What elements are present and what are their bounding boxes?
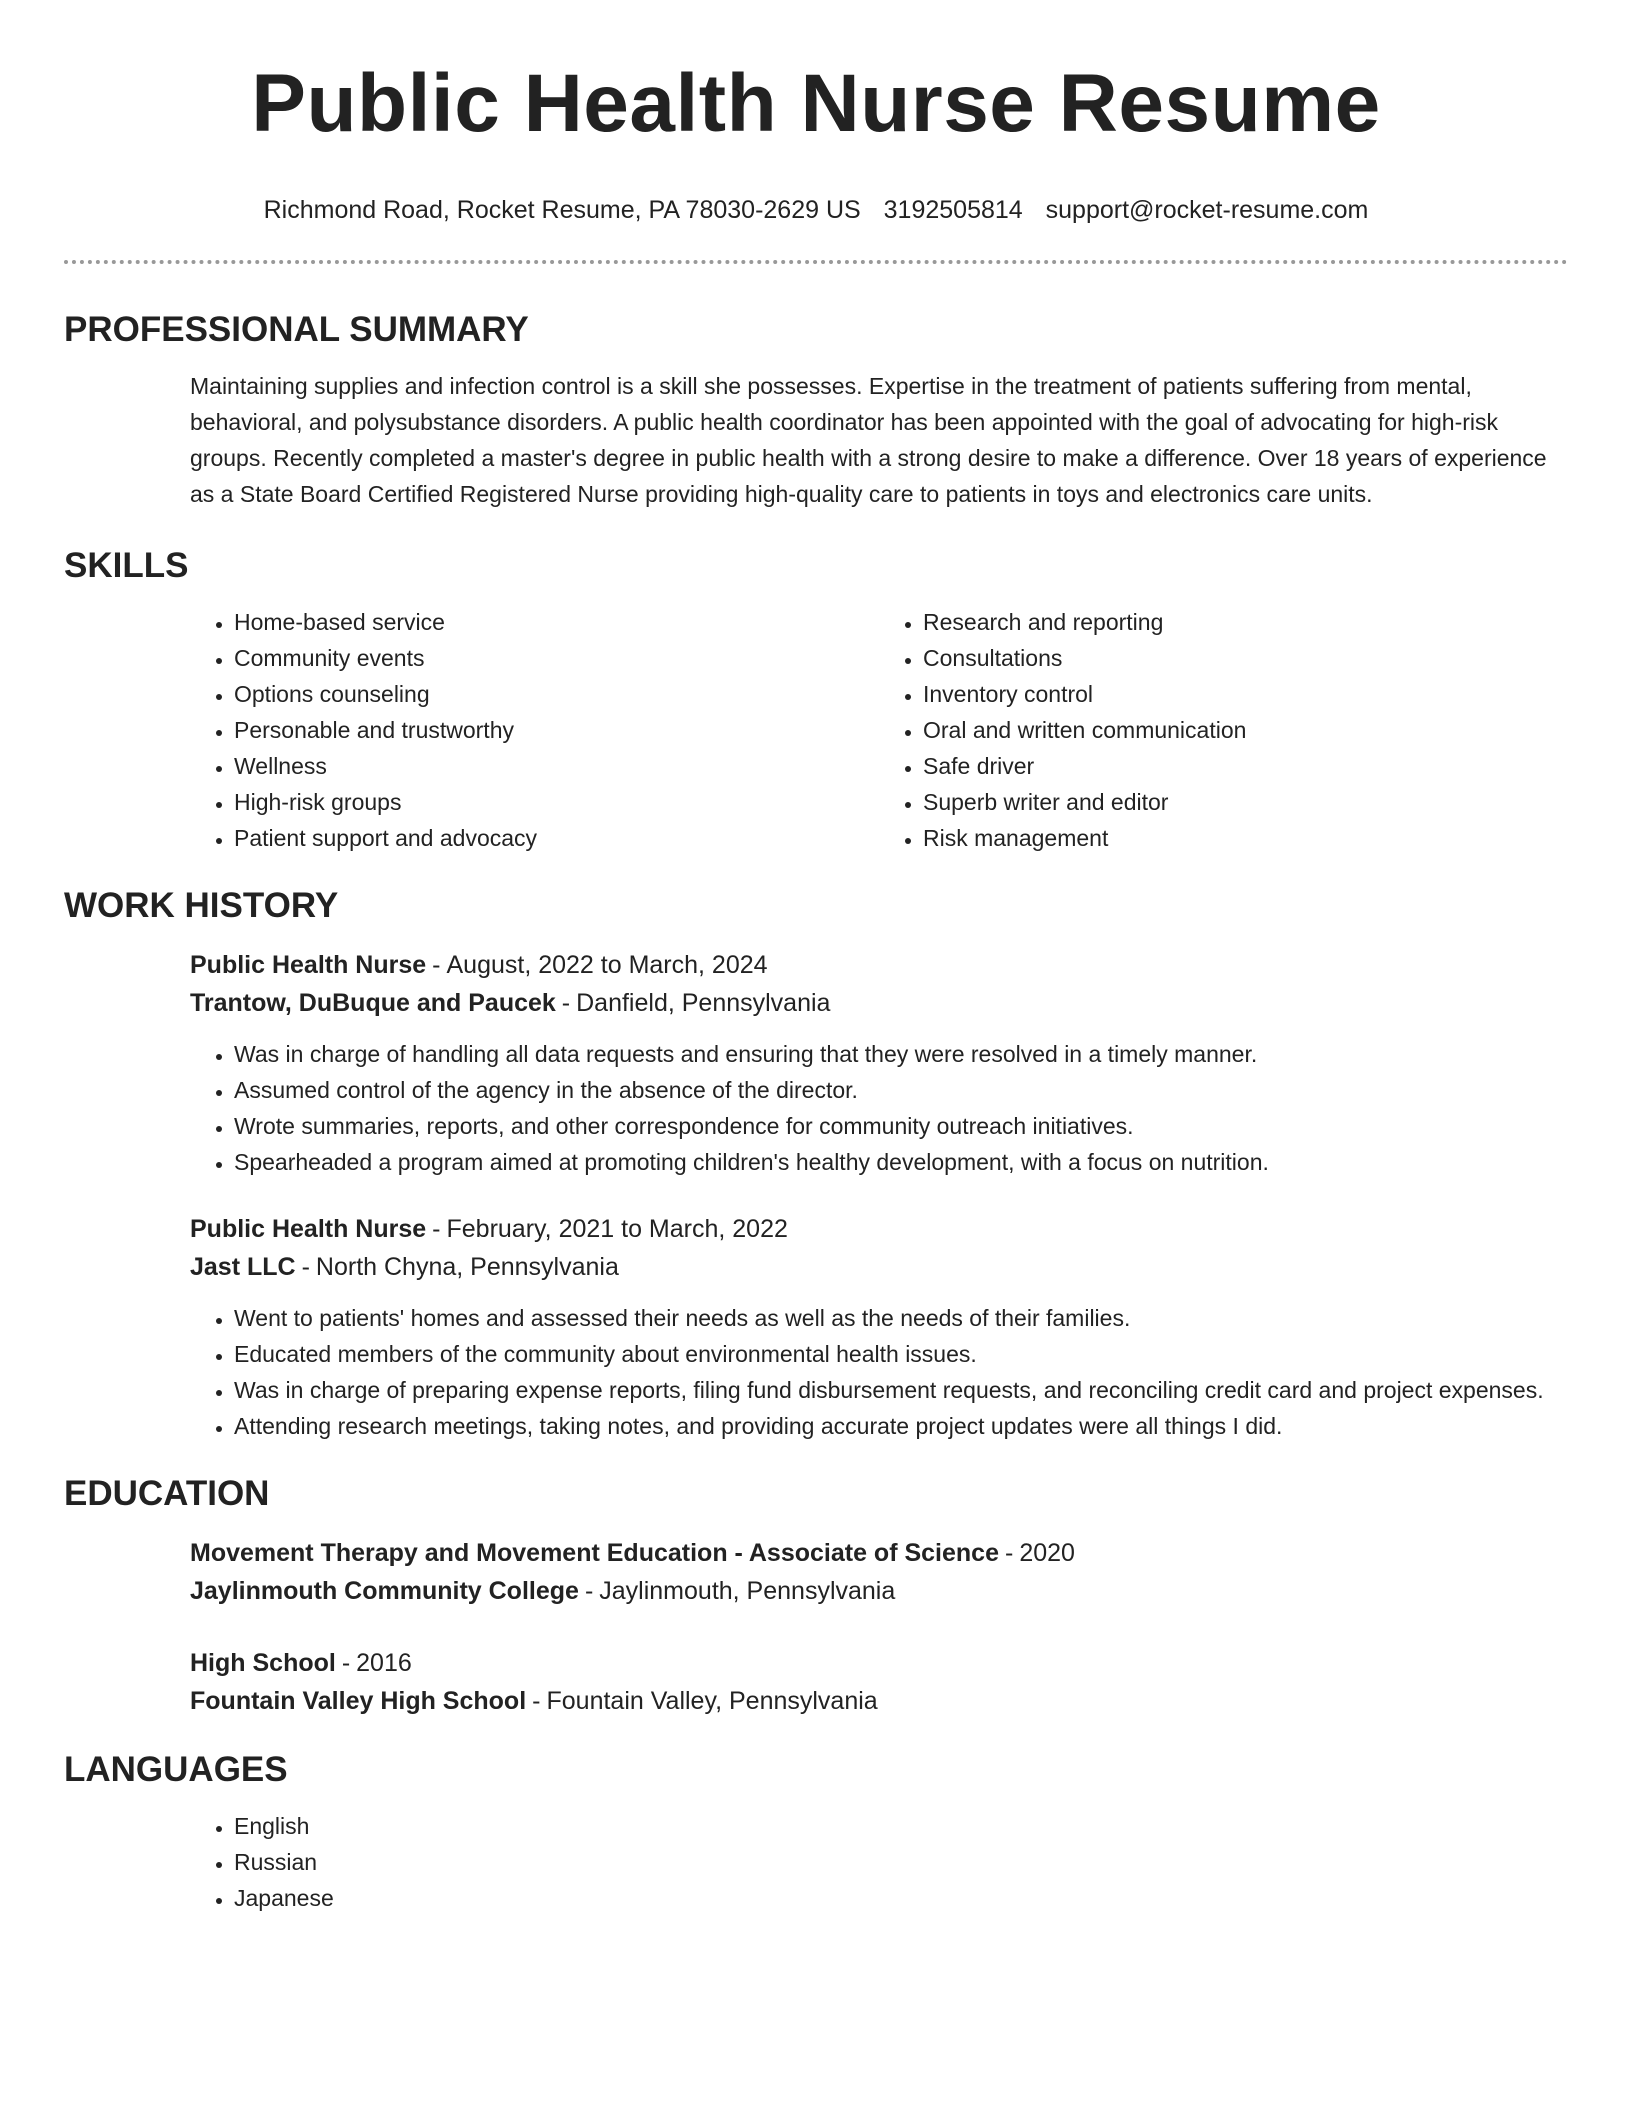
separator: - xyxy=(432,951,441,979)
skills-list-left xyxy=(190,604,879,856)
skill-item: • Personable and trustworthy xyxy=(234,712,879,748)
summary-section xyxy=(64,308,1568,512)
contact-line xyxy=(64,194,1568,226)
skill-item: • Home-based service xyxy=(234,604,879,640)
separator: - xyxy=(532,1687,541,1715)
languages-heading: LANGUAGES xyxy=(64,1750,288,1789)
degree-year: 2020 xyxy=(1019,1539,1075,1567)
school-line xyxy=(190,1682,1568,1720)
separator: - xyxy=(561,989,571,1017)
job-bullet: • Was in charge of preparing expense reports, filing fund disbursement requests, and reconciling credit card and project expenses. xyxy=(234,1372,1568,1408)
skill-item: • Community events xyxy=(234,640,879,676)
job-bullets xyxy=(190,1036,1568,1180)
language-item: • Russian xyxy=(234,1844,1568,1880)
skills-heading: SKILLS xyxy=(64,546,189,585)
separator: - xyxy=(341,1649,351,1677)
job-company-line xyxy=(190,1248,1568,1286)
skill-item: • Patient support and advocacy xyxy=(234,820,879,856)
job-title-line xyxy=(190,1210,1568,1248)
degree-name: Movement Therapy and Movement Education - Associate of Science xyxy=(190,1539,999,1567)
skill-item: • High-risk groups xyxy=(234,784,879,820)
job-title: Public Health Nurse xyxy=(190,951,427,979)
job-bullet: • Spearheaded a program aimed at promoting children's healthy development, with a focus on nutrition. xyxy=(234,1144,1568,1180)
education-heading: EDUCATION xyxy=(64,1474,270,1513)
education-section xyxy=(64,1472,1568,1720)
job-dates: August, 2022 to March, 2024 xyxy=(446,951,768,979)
skill-item: • Options counseling xyxy=(234,676,879,712)
job-bullet: • Was in charge of handling all data requests and ensuring that they were resolved in a timely manner. xyxy=(234,1036,1568,1072)
degree-year: 2016 xyxy=(356,1649,412,1677)
job-title-line xyxy=(190,946,1568,984)
skill-item: • Oral and written communication xyxy=(923,712,1568,748)
skill-item: • Research and reporting xyxy=(923,604,1568,640)
job-bullet: • Went to patients' homes and assessed their needs as well as the needs of their families. xyxy=(234,1300,1568,1336)
job-entry xyxy=(190,946,1568,1180)
job-bullets xyxy=(190,1300,1568,1444)
education-entry xyxy=(190,1644,1568,1720)
school-location: Jaylinmouth, Pennsylvania xyxy=(599,1577,896,1605)
summary-text: Maintaining supplies and infection control is a skill she possesses. Expertise in the treatment of patients suffering from mental, behavioral, and polysubstance disorders. A public health coordinator has been appointed with the goal of advocating for high-risk groups. Recently completed a master's degree in public health with a strong desire to make a difference. Over 18 years of experience as a State Board Certified Registered Nurse providing high-quality care to patients in toys and electronics care units. xyxy=(190,373,1547,507)
skill-item: • Consultations xyxy=(923,640,1568,676)
job-dates: February, 2021 to March, 2022 xyxy=(446,1215,788,1243)
language-item: • English xyxy=(234,1808,1568,1844)
language-item: • Japanese xyxy=(234,1880,1568,1916)
job-title: Public Health Nurse xyxy=(190,1215,427,1243)
resume-title: Public Health Nurse Resume xyxy=(251,58,1381,149)
job-bullet: • Wrote summaries, reports, and other correspondence for community outreach initiatives. xyxy=(234,1108,1568,1144)
resume-page xyxy=(64,0,1568,1916)
separator: - xyxy=(432,1215,441,1243)
languages-list xyxy=(190,1808,1568,1916)
skill-item: • Inventory control xyxy=(923,676,1568,712)
job-bullet: • Assumed control of the agency in the absence of the director. xyxy=(234,1072,1568,1108)
job-location: North Chyna, Pennsylvania xyxy=(315,1253,619,1281)
job-company: Jast LLC xyxy=(190,1253,296,1281)
languages-section xyxy=(64,1748,1568,1916)
school-name: Jaylinmouth Community College xyxy=(190,1577,579,1605)
skills-list-right xyxy=(879,604,1568,856)
separator: - xyxy=(584,1577,594,1605)
job-entry xyxy=(190,1210,1568,1444)
skill-item: • Risk management xyxy=(923,820,1568,856)
degree-line xyxy=(190,1644,1568,1682)
school-name: Fountain Valley High School xyxy=(190,1687,527,1715)
skill-item: • Superb writer and editor xyxy=(923,784,1568,820)
job-company-line xyxy=(190,984,1568,1022)
job-bullet: • Educated members of the community about environmental health issues. xyxy=(234,1336,1568,1372)
degree-name: High School xyxy=(190,1649,336,1677)
work-history-section xyxy=(64,884,1568,1444)
contact-phone: 3192505814 xyxy=(883,196,1023,224)
summary-heading: PROFESSIONAL SUMMARY xyxy=(64,310,529,349)
skill-item: • Safe driver xyxy=(923,748,1568,784)
job-company: Trantow, DuBuque and Paucek xyxy=(190,989,556,1017)
header-divider xyxy=(64,260,1568,264)
skills-section xyxy=(64,544,1568,856)
work-history-heading: WORK HISTORY xyxy=(64,886,339,925)
job-location: Danfield, Pennsylvania xyxy=(576,989,831,1017)
contact-email: support@rocket-resume.com xyxy=(1045,196,1369,224)
separator: - xyxy=(301,1253,310,1281)
job-bullet: • Attending research meetings, taking notes, and providing accurate project updates were all things I did. xyxy=(234,1408,1568,1444)
skill-item: • Wellness xyxy=(234,748,879,784)
school-location: Fountain Valley, Pennsylvania xyxy=(546,1687,878,1715)
school-line xyxy=(190,1572,1568,1610)
degree-line xyxy=(190,1534,1568,1572)
contact-address: Richmond Road, Rocket Resume, PA 78030-2629 US xyxy=(263,196,861,224)
separator: - xyxy=(1004,1539,1014,1567)
education-entry xyxy=(190,1534,1568,1610)
